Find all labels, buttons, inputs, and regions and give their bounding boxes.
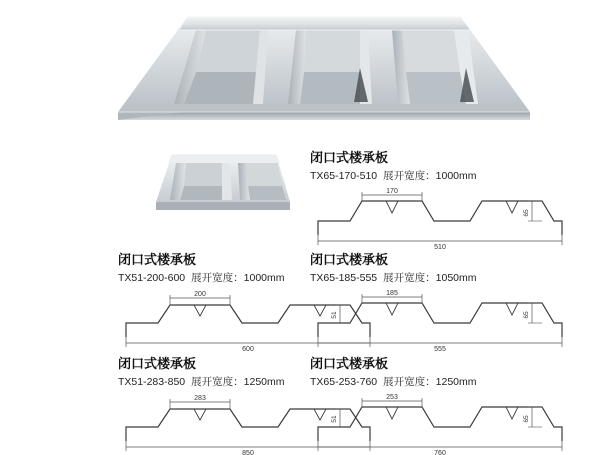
spec-subline [310,170,582,183]
dim-top: 185 [386,290,398,297]
spec-width: 展开宽度：1000mm [383,170,477,182]
dim-bottom: 760 [434,450,446,455]
spec-title: 闭口式楼承板 [310,356,389,371]
spec-width: 展开宽度：1250mm [383,376,477,388]
spec-block-tx65-170-510 [310,150,582,249]
spec-width: 展开宽度：1250mm [191,376,285,388]
dim-bottom: 600 [242,346,254,351]
dim-top: 253 [386,394,398,401]
hero-decking-photo [110,8,530,130]
secondary-decking-photo [150,150,290,222]
spec-code: TX65-185-555 [310,272,378,284]
dim-top: 200 [194,291,206,298]
dim-bottom: 555 [434,346,446,351]
spec-drawing [310,289,570,351]
dim-height: 65 [523,209,530,217]
spec-title: 闭口式楼承板 [118,252,197,267]
dim-top: 170 [386,188,398,195]
spec-subline [310,272,582,285]
spec-title: 闭口式楼承板 [118,356,197,371]
spec-code: TX65-253-760 [310,376,378,388]
spec-code: TX51-200-600 [118,272,186,284]
dim-height: 65 [523,311,530,319]
spec-width: 展开宽度：1050mm [383,272,477,284]
dim-height: 51 [331,415,338,423]
spec-subline [310,376,582,389]
dim-top: 283 [194,395,206,402]
dim-height: 65 [523,415,530,423]
spec-block-tx65-253-760 [310,356,582,455]
spec-code: TX51-283-850 [118,376,186,388]
spec-title: 闭口式楼承板 [310,252,389,267]
spec-drawing [310,393,570,455]
spec-width: 展开宽度：1000mm [191,272,285,284]
spec-title: 闭口式楼承板 [310,150,389,165]
spec-block-tx65-185-555 [310,252,582,351]
spec-drawing [310,187,570,249]
dim-height: 51 [331,311,338,319]
dim-bottom: 510 [434,244,446,249]
dim-bottom: 850 [242,450,254,455]
spec-code: TX65-170-510 [310,170,378,182]
